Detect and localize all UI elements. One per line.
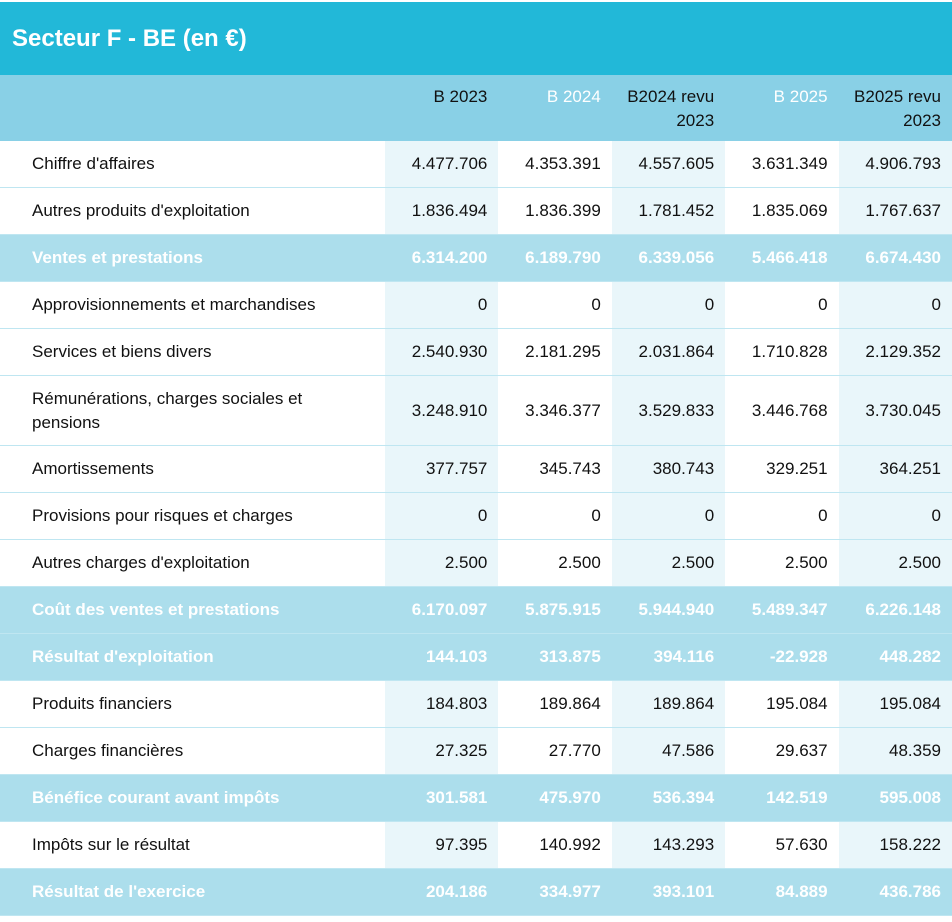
- header-label-cell: [0, 75, 385, 141]
- value-cell: 0: [385, 493, 498, 540]
- value-cell: 301.581: [385, 775, 498, 822]
- value-cell: 0: [498, 493, 611, 540]
- value-cell: 158.222: [839, 822, 952, 869]
- value-cell: 2.031.864: [612, 329, 725, 376]
- value-cell: 47.586: [612, 728, 725, 775]
- value-cell: 5.466.418: [725, 235, 838, 282]
- value-cell: 97.395: [385, 822, 498, 869]
- value-cell: 536.394: [612, 775, 725, 822]
- value-cell: 1.781.452: [612, 188, 725, 235]
- column-header: B 2025: [725, 75, 838, 141]
- value-cell: 48.359: [839, 728, 952, 775]
- financial-table: [0, 75, 952, 916]
- header-row: [0, 75, 952, 141]
- value-cell: 0: [725, 282, 838, 329]
- value-cell: 6.189.790: [498, 235, 611, 282]
- subtotal-row: [0, 869, 952, 916]
- value-cell: 475.970: [498, 775, 611, 822]
- subtotal-row: [0, 775, 952, 822]
- value-cell: 195.084: [725, 681, 838, 728]
- table-row: [0, 540, 952, 587]
- value-cell: 6.170.097: [385, 587, 498, 634]
- value-cell: 1.836.399: [498, 188, 611, 235]
- column-header: B 2024: [498, 75, 611, 141]
- value-cell: 0: [725, 493, 838, 540]
- row-label: Bénéfice courant avant impôts: [0, 775, 385, 822]
- value-cell: 2.129.352: [839, 329, 952, 376]
- value-cell: 6.226.148: [839, 587, 952, 634]
- value-cell: 3.346.377: [498, 376, 611, 446]
- subtotal-row: [0, 634, 952, 681]
- row-label: Coût des ventes et prestations: [0, 587, 385, 634]
- value-cell: 595.008: [839, 775, 952, 822]
- subtotal-row: [0, 235, 952, 282]
- value-cell: 2.540.930: [385, 329, 498, 376]
- table-row: [0, 282, 952, 329]
- value-cell: 1.835.069: [725, 188, 838, 235]
- table-row: [0, 446, 952, 493]
- row-label: Provisions pour risques et charges: [0, 493, 385, 540]
- value-cell: 184.803: [385, 681, 498, 728]
- value-cell: 29.637: [725, 728, 838, 775]
- value-cell: 195.084: [839, 681, 952, 728]
- value-cell: 0: [839, 282, 952, 329]
- value-cell: 2.500: [839, 540, 952, 587]
- table-row: [0, 728, 952, 775]
- value-cell: 394.116: [612, 634, 725, 681]
- row-label: Produits financiers: [0, 681, 385, 728]
- value-cell: 436.786: [839, 869, 952, 916]
- value-cell: 5.489.347: [725, 587, 838, 634]
- row-label: Autres produits d'exploitation: [0, 188, 385, 235]
- value-cell: 142.519: [725, 775, 838, 822]
- row-label: Services et biens divers: [0, 329, 385, 376]
- row-label: Impôts sur le résultat: [0, 822, 385, 869]
- value-cell: 140.992: [498, 822, 611, 869]
- value-cell: 2.500: [385, 540, 498, 587]
- value-cell: 3.730.045: [839, 376, 952, 446]
- value-cell: 84.889: [725, 869, 838, 916]
- value-cell: 0: [839, 493, 952, 540]
- table-title: Secteur F - BE (en €): [0, 2, 952, 75]
- column-header: B2025 revu 2023: [839, 75, 952, 141]
- value-cell: 364.251: [839, 446, 952, 493]
- value-cell: 448.282: [839, 634, 952, 681]
- table-row: [0, 681, 952, 728]
- value-cell: 4.557.605: [612, 141, 725, 188]
- value-cell: 6.674.430: [839, 235, 952, 282]
- table-row: [0, 376, 952, 446]
- value-cell: 0: [385, 282, 498, 329]
- row-label: Autres charges d'exploitation: [0, 540, 385, 587]
- value-cell: 189.864: [612, 681, 725, 728]
- table-row: [0, 822, 952, 869]
- column-header: B2024 revu 2023: [612, 75, 725, 141]
- value-cell: 6.314.200: [385, 235, 498, 282]
- value-cell: 3.446.768: [725, 376, 838, 446]
- row-label: Charges financières: [0, 728, 385, 775]
- value-cell: 4.353.391: [498, 141, 611, 188]
- value-cell: 2.500: [725, 540, 838, 587]
- value-cell: 380.743: [612, 446, 725, 493]
- value-cell: 1.710.828: [725, 329, 838, 376]
- row-label: Amortissements: [0, 446, 385, 493]
- subtotal-row: [0, 587, 952, 634]
- value-cell: 329.251: [725, 446, 838, 493]
- value-cell: 3.631.349: [725, 141, 838, 188]
- value-cell: 313.875: [498, 634, 611, 681]
- value-cell: 0: [612, 282, 725, 329]
- value-cell: 4.906.793: [839, 141, 952, 188]
- value-cell: -22.928: [725, 634, 838, 681]
- table-row: [0, 493, 952, 540]
- value-cell: 2.500: [612, 540, 725, 587]
- value-cell: 5.875.915: [498, 587, 611, 634]
- value-cell: 27.770: [498, 728, 611, 775]
- value-cell: 0: [498, 282, 611, 329]
- value-cell: 4.477.706: [385, 141, 498, 188]
- value-cell: 1.767.637: [839, 188, 952, 235]
- table-row: [0, 141, 952, 188]
- value-cell: 3.529.833: [612, 376, 725, 446]
- column-header: B 2023: [385, 75, 498, 141]
- value-cell: 57.630: [725, 822, 838, 869]
- value-cell: 189.864: [498, 681, 611, 728]
- value-cell: 2.181.295: [498, 329, 611, 376]
- value-cell: 377.757: [385, 446, 498, 493]
- table-row: [0, 329, 952, 376]
- row-label: Chiffre d'affaires: [0, 141, 385, 188]
- value-cell: 27.325: [385, 728, 498, 775]
- value-cell: 5.944.940: [612, 587, 725, 634]
- value-cell: 204.186: [385, 869, 498, 916]
- value-cell: 345.743: [498, 446, 611, 493]
- value-cell: 2.500: [498, 540, 611, 587]
- value-cell: 144.103: [385, 634, 498, 681]
- value-cell: 1.836.494: [385, 188, 498, 235]
- value-cell: 143.293: [612, 822, 725, 869]
- value-cell: 6.339.056: [612, 235, 725, 282]
- row-label: Rémunérations, charges sociales et pensions: [0, 376, 385, 446]
- row-label: Ventes et prestations: [0, 235, 385, 282]
- value-cell: 3.248.910: [385, 376, 498, 446]
- row-label: Résultat d'exploitation: [0, 634, 385, 681]
- value-cell: 393.101: [612, 869, 725, 916]
- value-cell: 334.977: [498, 869, 611, 916]
- value-cell: 0: [612, 493, 725, 540]
- row-label: Approvisionnements et marchandises: [0, 282, 385, 329]
- row-label: Résultat de l'exercice: [0, 869, 385, 916]
- table-row: [0, 188, 952, 235]
